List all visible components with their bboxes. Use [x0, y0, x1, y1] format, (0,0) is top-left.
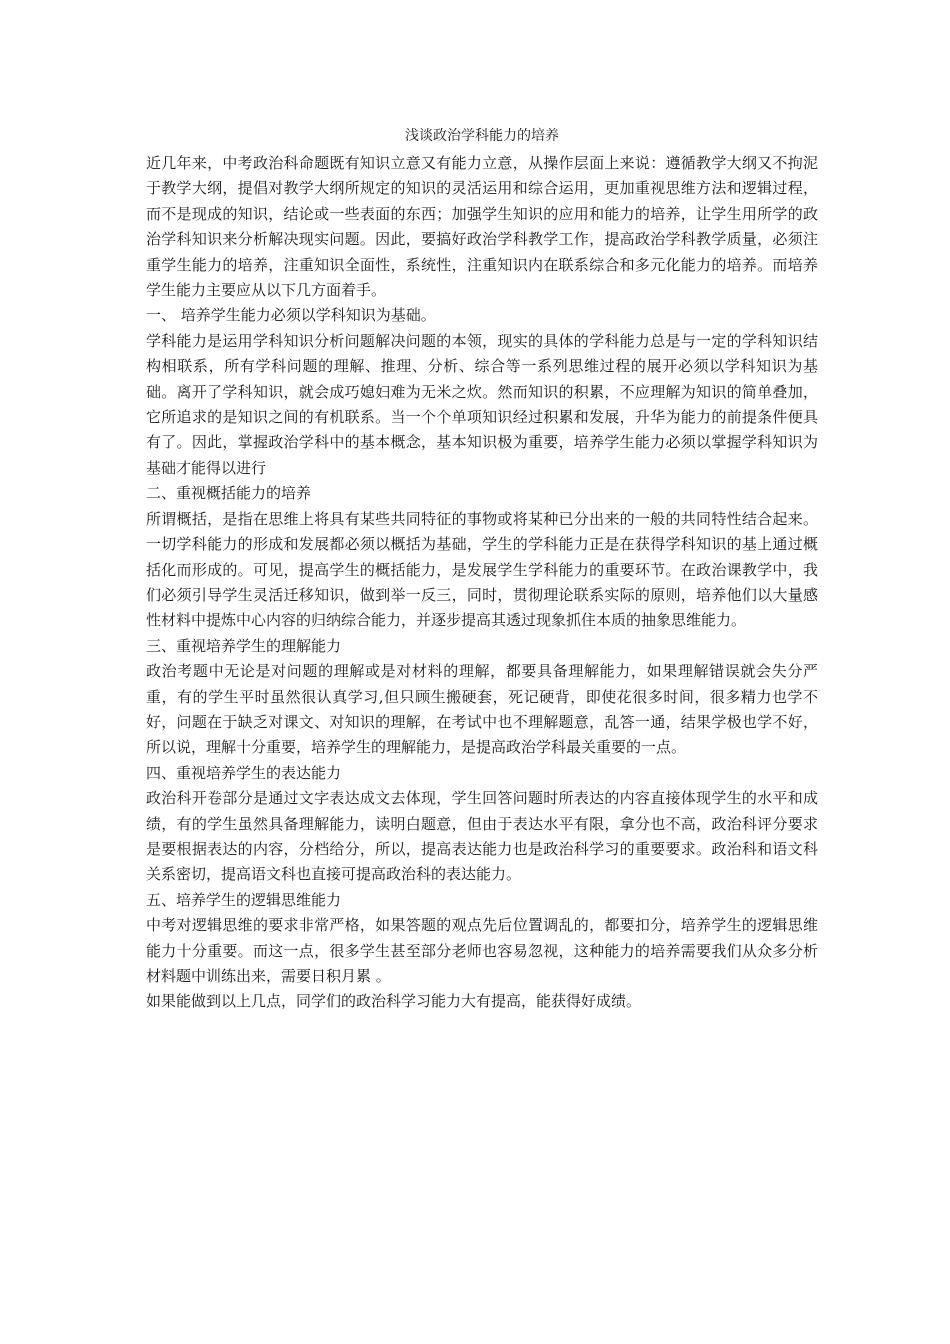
document-page [146, 125, 818, 1015]
section-2-body: 所谓概括，是指在思维上将具有某些共同特征的事物或将某种已分出来的一般的共同特性结合起来。一切学科能力的形成和发展都必须以概括为基础，学生的学科能力正是在获得学科知识的基上通过概括化而形成的。可见，提高学生的概括能力，是发展学生学科能力的重要环节。在政治课教学中，我们必须引导学生灵活迁移知识，做到举一反三，同时，贯彻理论联系实际的原则，培养他们以大量感性材料中提炼中心内容的归纳综合能力，并逐步提高其透过现象抓住本质的抽象思维能力。 [146, 509, 818, 630]
section-5-body: 中考对逻辑思维的要求非常严格，如果答题的观点先后位置调乱的，都要扣分，培养学生的逻辑思维能力十分重要。而这一点，很多学生甚至部分老师也容易忽视，这种能力的培养需要我们从众多分析材料题中训练出来，需要日积月累 。 [146, 916, 818, 985]
section-2-heading: 二、重视概括能力的培养 [146, 484, 312, 503]
intro-paragraph: 近几年来，中考政治科命题既有知识立意又有能力立意，从操作层面上来说：遵循教学大纲又不拘泥于教学大纲，提倡对教学大纲所规定的知识的灵活运用和综合运用，更加重视思维方法和逻辑过程，而不是现成的知识，结论或一些表面的东西；加强学生知识的应用和能力的培养，让学生用所学的政治学科知识来分析解决现实问题。因此，要搞好政治学科教学工作，提高政治学科教学质量，必须注重学生能力的培养，注重知识全面性，系统性，注重知识内在联系综合和多元化能力的培养。而培养学生能力主要应从以下几方面着手。 [146, 154, 818, 300]
section-1-heading: 一、 培养学生能力必须以学科知识为基础。 [146, 306, 436, 325]
document-title: 浅谈政治学科能力的培养 [405, 128, 559, 144]
conclusion-paragraph: 如果能做到以上几点，同学们的政治科学习能力大有提高，能获得好成绩。 [146, 992, 642, 1011]
section-1-body: 学科能力是运用学科知识分析问题解决问题的本领，现实的具体的学科能力总是与一定的学科知识结构相联系，所有学科问题的理解、推理、分析、综合等一系列思维过程的展开必须以学科知识为基础。离开了学科知识，就会成巧媳妇难为无米之炊。然而知识的积累，不应理解为知识的简单叠加，它所追求的是知识之间的有机联系。当一个个单项知识经过积累和发展，升华为能力的前提条件便具有了。因此，掌握政治学科中的基本概念，基本知识极为重要，培养学生能力必须以掌握学科知识为基础才能得以进行 [146, 331, 818, 477]
section-4-heading: 四、重视培养学生的表达能力 [146, 763, 342, 782]
section-5-heading: 五、培养学生的逻辑思维能力 [146, 890, 342, 909]
section-3-body: 政治考题中无论是对问题的理解或是对材料的理解，都要具备理解能力，如果理解错误就会失分严重，有的学生平时虽然很认真学习,但只顾生搬硬套，死记硬背，即使花很多时间，很多精力也学不好，问题在于缺乏对课文、对知识的理解，在考试中也不理解题意，乱答一通，结果学极也学不好，所以说，理解十分重要，培养学生的理解能力，是提高政治学科最关重要的一点。 [146, 662, 818, 757]
section-4-body: 政治科开卷部分是通过文字表达成文去体现，学生回答问题时所表达的内容直接体现学生的水平和成绩，有的学生虽然具备理解能力，读明白题意，但由于表达水平有限，拿分也不高，政治科评分要求是要根据表达的内容，分档给分，所以，提高表达能力也是政治科学习的重要要求。政治科和语文科关系密切，提高语文科也直接可提高政治科的表达能力。 [146, 789, 818, 884]
section-3-heading: 三、重视培养学生的理解能力 [146, 636, 342, 655]
